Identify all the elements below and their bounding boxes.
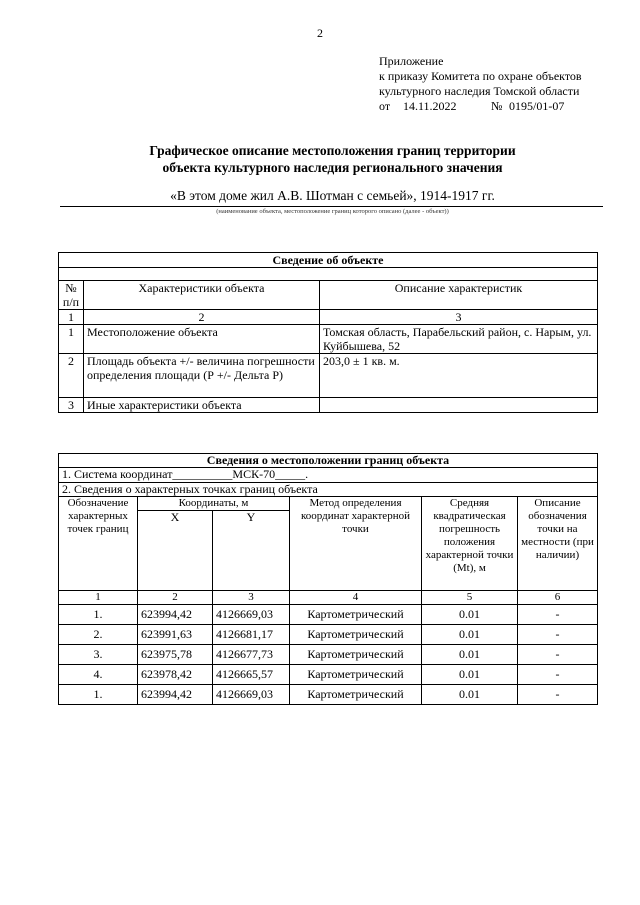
row-description — [320, 398, 598, 413]
index-cell: 6 — [518, 591, 598, 605]
from-label: от — [379, 99, 391, 113]
point-id: 3. — [59, 645, 138, 665]
point-description: - — [518, 685, 598, 705]
point-method: Картометрический — [290, 665, 422, 685]
index-cell: 3 — [320, 310, 598, 325]
point-x: 623994,42 — [138, 605, 213, 625]
row-number: 3 — [59, 398, 84, 413]
appendix-line-1: Приложение — [379, 54, 444, 68]
table-row — [59, 625, 598, 645]
appendix-line-2: к приказу Комитета по охране объектов — [379, 69, 582, 83]
coordinate-system: 1. Система координат__________МСК-70_____. — [59, 468, 598, 483]
number-label: № — [491, 99, 503, 113]
object-name-underline — [60, 206, 603, 207]
title-line-2: объекта культурного наследия регионального значения — [162, 160, 503, 175]
row-characteristic: Площадь объекта +/- величина погрешности определения площади (Р +/- Дельта Р) — [84, 354, 320, 398]
object-info-table — [58, 252, 598, 413]
point-mt: 0.01 — [422, 605, 518, 625]
point-description: - — [518, 645, 598, 665]
point-y: 4126669,03 — [213, 685, 290, 705]
table-row — [59, 645, 598, 665]
point-y: 4126665,57 — [213, 665, 290, 685]
col-characteristics-header: Характеристики объекта — [84, 281, 320, 310]
col-x-header: X — [138, 511, 213, 591]
col-method-header: Метод определения координат характерной точки — [290, 497, 422, 591]
table-row — [59, 398, 598, 413]
index-cell: 3 — [213, 591, 290, 605]
row-characteristic: Иные характеристики объекта — [84, 398, 320, 413]
index-cell: 5 — [422, 591, 518, 605]
title-line-1: Графическое описание местоположения границ территории — [149, 143, 516, 158]
table-row — [59, 354, 598, 398]
point-description: - — [518, 605, 598, 625]
point-id: 1. — [59, 685, 138, 705]
point-id: 4. — [59, 665, 138, 685]
row-characteristic: Местоположение объекта — [84, 325, 320, 354]
index-cell: 1 — [59, 591, 138, 605]
point-mt: 0.01 — [422, 645, 518, 665]
table-row — [59, 665, 598, 685]
col-number-header: № п/п — [59, 281, 84, 310]
appendix-line-3: культурного наследия Томской области — [379, 84, 580, 98]
order-date: 14.11.2022 — [403, 99, 457, 113]
bounds-table-heading: Сведения о местоположении границ объекта — [59, 454, 598, 468]
col-description-header: Описание характеристик — [320, 281, 598, 310]
point-mt: 0.01 — [422, 625, 518, 645]
point-y: 4126669,03 — [213, 605, 290, 625]
order-number: 0195/01-07 — [509, 99, 565, 113]
page-number: 2 — [317, 26, 323, 40]
point-method: Картометрический — [290, 685, 422, 705]
index-cell: 1 — [59, 310, 84, 325]
col-y-header: Y — [213, 511, 290, 591]
point-x: 623991,63 — [138, 625, 213, 645]
point-method: Картометрический — [290, 605, 422, 625]
boundary-points-table — [58, 453, 598, 705]
point-method: Картометрический — [290, 625, 422, 645]
col-designation-header: Обозначение характерных точек границ — [59, 497, 138, 591]
point-x: 623978,42 — [138, 665, 213, 685]
table-row — [59, 605, 598, 625]
point-y: 4126677,73 — [213, 645, 290, 665]
row-number: 2 — [59, 354, 84, 398]
point-mt: 0.01 — [422, 685, 518, 705]
object-name: «В этом доме жил А.В. Шотман с семьей», 1914-1917 гг. — [170, 188, 495, 203]
spacer-row — [59, 268, 598, 281]
points-heading: 2. Сведения о характерных точках границ объекта — [59, 483, 598, 497]
point-mt: 0.01 — [422, 665, 518, 685]
object-table-heading: Сведение об объекте — [59, 253, 598, 268]
table-row — [59, 325, 598, 354]
col-point-description-header: Описание обозначения точки на местности (при наличии) — [518, 497, 598, 591]
object-name-note: (наименование объекта, местоположение границ которого описано (далее - объект)) — [216, 208, 449, 215]
document-title — [0, 142, 640, 176]
row-description: Томская область, Парабельский район, с. Нарым, ул. Куйбышева, 52 — [320, 325, 598, 354]
point-description: - — [518, 625, 598, 645]
index-cell: 4 — [290, 591, 422, 605]
point-method: Картометрический — [290, 645, 422, 665]
point-y: 4126681,17 — [213, 625, 290, 645]
appendix-block — [379, 54, 582, 114]
point-description: - — [518, 665, 598, 685]
point-id: 2. — [59, 625, 138, 645]
index-cell: 2 — [84, 310, 320, 325]
point-id: 1. — [59, 605, 138, 625]
point-x: 623975,78 — [138, 645, 213, 665]
col-coordinates-header: Координаты, м — [138, 497, 290, 511]
point-x: 623994,42 — [138, 685, 213, 705]
table-row — [59, 685, 598, 705]
appendix-order-line — [379, 99, 582, 114]
col-error-header: Средняя квадратическая погрешность положения характерной точки (Mt), м — [422, 497, 518, 591]
index-cell: 2 — [138, 591, 213, 605]
row-description: 203,0 ± 1 кв. м. — [320, 354, 598, 398]
row-number: 1 — [59, 325, 84, 354]
